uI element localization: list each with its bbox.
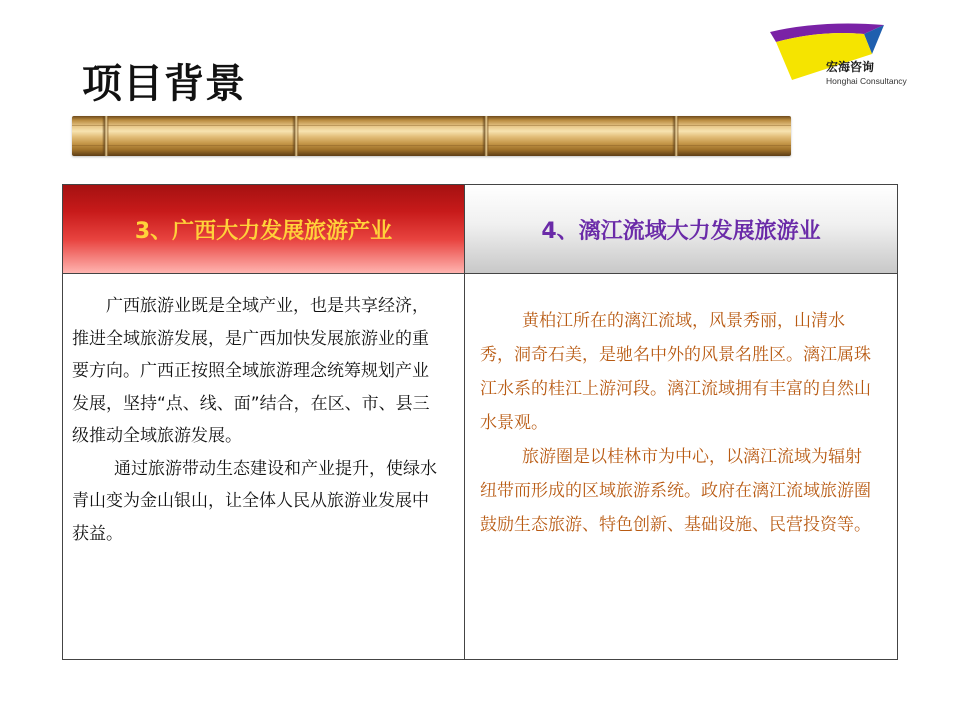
company-logo [766, 20, 926, 100]
column-divider [464, 185, 465, 659]
right-paragraph-1: 黄柏江所在的漓江流域，风景秀丽，山清水秀，洞奇石美，是驰名中外的风景名胜区。漓江属珠江水系的桂江上游河段。漓江流域拥有丰富的自然山水景观。 [480, 311, 871, 433]
right-header: 4、漓江流域大力发展旅游业 [465, 185, 897, 273]
left-header: 3、广西大力发展旅游产业 [63, 185, 464, 273]
left-paragraph-2: 通过旅游带动生态建设和产业提升，使绿水青山变为金山银山，让全体人民从旅游业发展中获益。 [72, 458, 437, 544]
left-paragraph-1: 广西旅游业既是全域产业，也是共享经济，推进全域旅游发展，是广西加快发展旅游业的重要方向。广西正按照全域旅游理念统筹规划产业发展，坚持“点、线、面”结合，在区、市、县三级推动全域旅游发展。 [72, 296, 430, 446]
right-body [465, 274, 897, 659]
logo-name-en: Honghai Consultancy [826, 76, 907, 86]
right-paragraph-2: 旅游圈是以桂林市为中心，以漓江流域为辐射纽带而形成的区域旅游系统。政府在漓江流域旅游圈鼓励生态旅游、特色创新、基础设施、民营投资等。 [480, 447, 871, 535]
bamboo-banner [72, 116, 791, 156]
left-body [63, 274, 464, 659]
logo-name-cn: 宏海咨询 [826, 60, 875, 74]
content-table [62, 184, 898, 660]
row-divider [63, 273, 897, 274]
page-title: 项目背景 [82, 61, 246, 107]
